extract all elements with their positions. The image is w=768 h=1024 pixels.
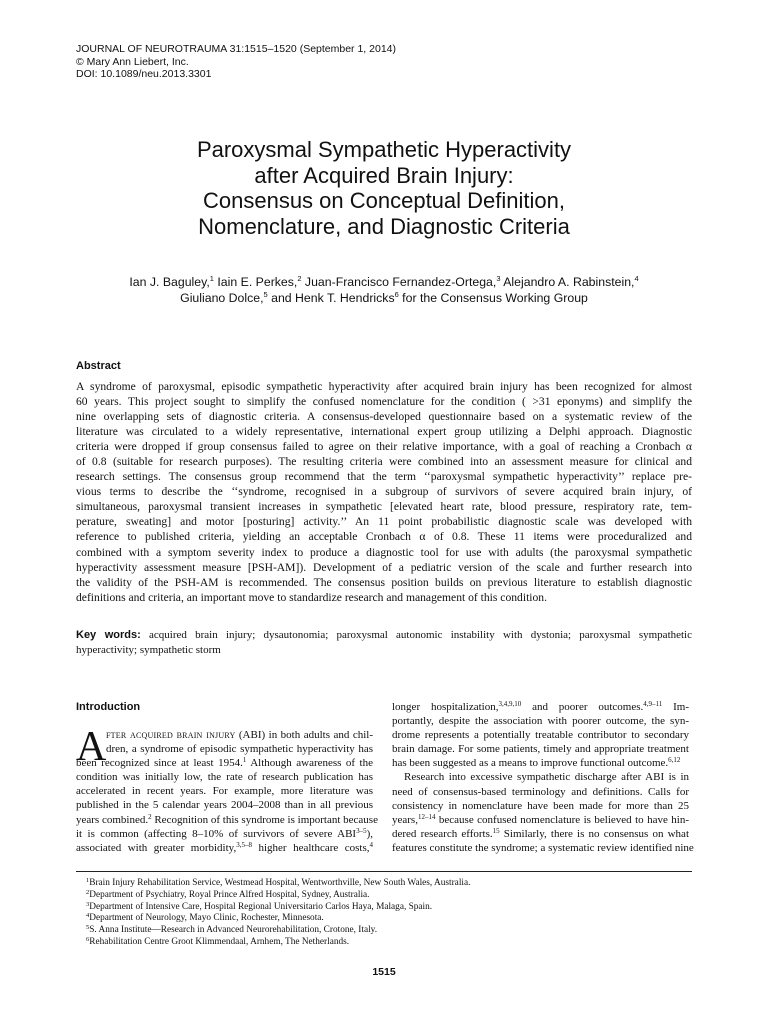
abstract-line: A syndrome of paroxysmal, episodic sympathetic hyperactivity after acquired brain injury has been recognized for almost	[76, 380, 692, 393]
footnote-marker: 5	[86, 924, 90, 932]
left-column	[76, 724, 378, 855]
abstract-line: the validity of the PSH-AM is recommended. The consensus position builds on previous literature to establish diagnostic	[76, 575, 692, 589]
footnote-text: Department of Psychiatry, Royal Prince Alfred Hospital, Sydney, Australia.	[89, 889, 370, 900]
author-line	[84, 274, 684, 290]
body-line	[76, 812, 378, 827]
footnote-marker: 2	[86, 888, 90, 896]
body-line: features constitute the syndrome; a systematic review identified nine	[392, 841, 694, 854]
title-line: Paroxysmal Sympathetic Hyperactivity	[196, 137, 572, 162]
affiliation-marker: 3	[496, 274, 501, 283]
copyright-line: © Mary Ann Liebert, Inc.	[76, 55, 189, 68]
citation-marker: 3,5–8	[236, 840, 252, 849]
title-line: after Acquired Brain Injury:	[254, 162, 514, 188]
footnote	[86, 937, 470, 949]
title-line: Consensus on Conceptual Definition,	[202, 188, 565, 213]
footnote-text: S. Anna Institute—Research in Advanced Neurorehabilitation, Crotone, Italy.	[89, 925, 378, 936]
body-text: higher healthcare costs,	[251, 841, 370, 854]
body-line: drome represents a potentially treatable contributor to secondary	[392, 729, 689, 742]
body-text: Similarly, there is no consensus on what	[499, 827, 689, 840]
keywords-line: hyperactivity; sympathetic storm	[76, 643, 221, 656]
body-text: associated with greater morbidity,	[76, 841, 237, 854]
doi-line: DOI: 10.1089/neu.2013.3301	[76, 68, 212, 80]
citation-marker: 4	[369, 840, 373, 849]
affiliation-marker: 2	[297, 274, 302, 283]
citation-marker: 3–5	[356, 826, 367, 835]
body-line: published in the 5 calendar years 2004–2008 than in all previous	[76, 799, 373, 812]
footnote-marker: 1	[86, 877, 90, 884]
body-text: years,	[392, 813, 418, 826]
abstract-line: nine overlapping sets of diagnostic criteria. A consensus-developed questionnaire based on a systematic review of the	[76, 410, 692, 424]
citation-marker: 3,4,9,10	[498, 700, 522, 708]
body-line: condition was initially low, the rate of research publication has	[76, 771, 373, 784]
author-line	[84, 290, 684, 306]
page-number: 1515	[372, 966, 396, 978]
affiliation-marker: 4	[634, 274, 639, 283]
body-text: dered research efforts.	[392, 827, 493, 840]
body-line	[392, 813, 689, 827]
body-text: longer hospitalization,	[392, 701, 499, 713]
abstract-line: definitions and criteria, an important move to standardize research and management of this condition.	[76, 590, 548, 604]
body-text: ),	[366, 827, 373, 840]
article-title	[84, 137, 684, 239]
author-name: Juan-Francisco Fernandez-Ortega,	[301, 275, 497, 289]
citation-marker: 12–14	[417, 812, 436, 821]
body-line	[76, 841, 373, 855]
abstract-heading: Abstract	[76, 360, 121, 372]
affiliation-footnotes	[86, 878, 470, 949]
author-name: Alejandro A. Rabinstein,	[500, 275, 635, 289]
footnote	[86, 878, 470, 890]
author-name: and Henk T. Hendricks	[267, 291, 395, 305]
body-line	[392, 827, 689, 841]
author-list	[84, 274, 684, 306]
footnote-marker: 4	[86, 912, 90, 920]
abstract-line: combined with a symptom severity index to produce a diagnostic tool for use with adults (the paroxysmal sympathetic	[76, 545, 692, 559]
body-text: Although awareness of the	[246, 757, 373, 770]
footnote-marker: 6	[86, 935, 90, 943]
body-line	[392, 700, 689, 714]
body-line: portantly, despite the association with poorer outcome, the syn-	[392, 715, 689, 728]
footnote	[86, 890, 470, 902]
journal-citation: JOURNAL OF NEUROTRAUMA 31:1515–1520 (September 1, 2014)	[76, 43, 396, 55]
drop-cap: A	[76, 724, 107, 770]
footnote-divider	[76, 871, 692, 872]
body-text: been recognized since at least 1954.	[76, 757, 243, 770]
footnote-text: Brain Injury Rehabilitation Service, Westmead Hospital, Wentworthville, New South Wales, Australia.	[89, 878, 471, 888]
author-name: Ian J. Baguley,	[129, 275, 210, 289]
body-line: accelerated in recent years. For example, more literature was	[76, 785, 373, 798]
body-line	[76, 827, 373, 841]
journal-header	[76, 43, 396, 81]
citation-marker: 1	[242, 756, 247, 765]
author-name: Iain E. Perkes,	[213, 275, 298, 289]
abstract-line: simultaneous, paroxysmal transient increases in sympathetic [elevated heart rate, blood pressure, respiratory rate, tem-	[76, 500, 692, 514]
body-line: dren, a syndrome of episodic sympathetic hyperactivity has	[106, 743, 373, 756]
body-text: has been suggested as a means to improve functional outcome.	[392, 757, 669, 770]
body-line: need of consensus-based terminology and definitions. Calls for	[392, 785, 689, 798]
abstract-line: literature was circulated to a widely representative, international expert group utilizing a Delphi approach. Diagnostic	[76, 425, 692, 439]
abstract-body	[76, 379, 692, 605]
small-caps-lead: fter acquired brain injury	[106, 729, 236, 741]
body-line	[76, 728, 373, 742]
body-line: Research into excessive sympathetic discharge after ABI is in	[404, 771, 689, 784]
right-column	[392, 700, 694, 855]
body-line: consistency in nomenclature have been made for more than 25	[392, 799, 689, 812]
body-text: Im-	[662, 701, 689, 713]
body-text: it is common (affecting 8–10% of survivors of severe ABI	[76, 827, 357, 840]
citation-marker: 4,9–11	[643, 700, 663, 708]
body-line: brain damage. For some patients, timely and appropriate treatment	[392, 743, 689, 756]
body-text: (ABI) in both adults and chil-	[235, 729, 373, 741]
abstract-line: vious terms to describe the ‘‘syndrome, recognised in a subgroup of survivors of severe acquired brain injury, of	[76, 485, 692, 499]
citation-marker: 2	[148, 812, 152, 821]
body-text: years combined.	[76, 813, 149, 826]
footnote-text: Rehabilitation Centre Groot Klimmendaal, Arnhem, The Netherlands.	[89, 936, 350, 947]
body-text: because confused nomenclature is believed to have hin-	[435, 813, 689, 826]
body-text: Recognition of this syndrome is important because	[151, 813, 378, 826]
title-line: Nomenclature, and Diagnostic Criteria	[198, 213, 570, 239]
body-text: and poorer outcomes.	[521, 701, 644, 713]
introduction-heading: Introduction	[76, 701, 141, 713]
abstract-line: hyperactivity assessment measure [PSH-AM]). Development of a pediatric version of the scale and further research into	[76, 560, 692, 574]
citation-marker: 15	[492, 826, 500, 835]
footnote-text: Department of Intensive Care, Hospital Regional Universitario Carlos Haya, Malaga, Spain.	[89, 901, 433, 912]
citation-marker: 6,12	[668, 756, 681, 765]
footnote-text: Department of Neurology, Mayo Clinic, Rochester, Minnesota.	[89, 913, 324, 924]
affiliation-marker: 1	[209, 274, 214, 283]
abstract-line: reference to published criteria, yielding an acceptable Cronbach α of 0.8. These 11 items were proceduralized and	[76, 530, 692, 544]
abstract-line: criteria were dropped if group consensus failed to agree on their relative importance, with a goal of reaching a Cronbach α	[76, 440, 692, 454]
footnote	[86, 902, 470, 914]
keywords-line	[76, 628, 692, 643]
footnote-marker: 3	[86, 900, 90, 908]
abstract-line: research settings. The consensus group recommend that the term ‘‘paroxysmal sympathetic hyperactivity’’ replace pre-	[76, 470, 692, 484]
affiliation-marker: 6	[394, 290, 399, 299]
keywords-label: Key words:	[76, 629, 141, 641]
affiliation-marker: 5	[263, 290, 268, 299]
abstract-line: perature, sweating] and motor [posturing] activity.’’ An 11 point probabilistic diagnostic scale was developed with	[76, 515, 692, 529]
keywords	[76, 628, 692, 657]
footnote	[86, 913, 470, 925]
abstract-line: of 0.8 (suitable for research purposes). The resulting criteria were combined into an assessment measure for clinical and	[76, 455, 692, 469]
body-line	[392, 756, 689, 770]
footnote	[86, 925, 470, 937]
author-group: for the Consensus Working Group	[398, 291, 588, 305]
author-name: Giuliano Dolce,	[180, 291, 264, 305]
keywords-text: acquired brain injury; dysautonomia; paroxysmal autonomic instability with dystonia; paroxysmal sympathetic	[140, 629, 693, 641]
abstract-line: 60 years. This project sought to simplify the confused nomenclature for the condition ( >31 eponyms) and simplify the	[76, 395, 692, 409]
body-line	[76, 756, 373, 770]
